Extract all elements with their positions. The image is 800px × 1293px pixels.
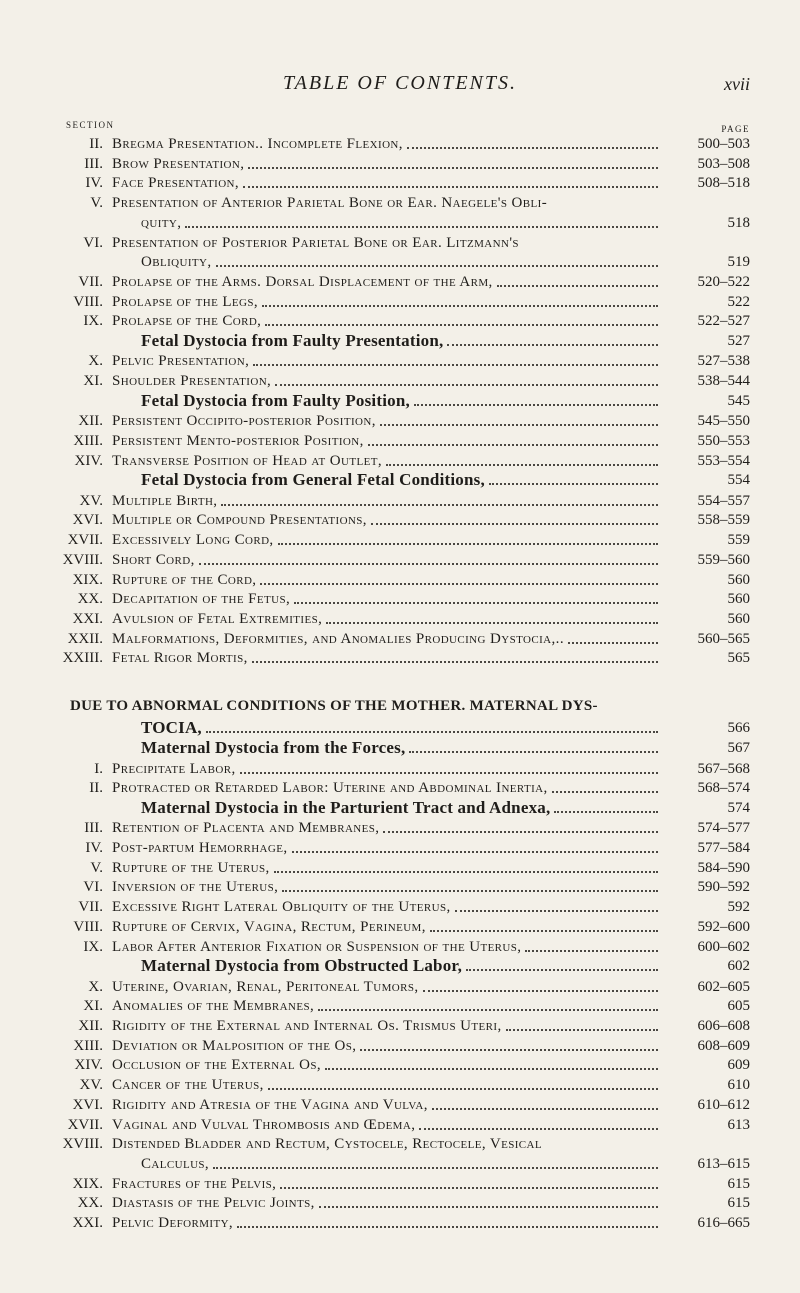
- page-range: 538–544: [697, 373, 750, 390]
- page-range: 554: [727, 472, 750, 489]
- page-range: 545: [727, 392, 750, 409]
- page-range: 592: [727, 899, 750, 916]
- page-range: 602: [727, 958, 750, 975]
- page-range: 560: [727, 591, 750, 608]
- entry-title: Labor After Anterior Fixation or Suspension of the Uterus,: [112, 938, 522, 955]
- toc-entry: [0, 1095, 800, 1115]
- section-number: IV.: [85, 175, 103, 192]
- toc-entry: [0, 411, 800, 431]
- dot-leader: [447, 344, 658, 346]
- section-number: XVII.: [67, 532, 103, 549]
- toc-entry: [0, 897, 800, 917]
- toc-entry: [0, 1213, 800, 1233]
- dot-leader: [409, 751, 658, 753]
- dot-leader: [253, 364, 658, 366]
- section-number: XXII.: [67, 630, 103, 647]
- toc-entry: [0, 589, 800, 609]
- section-number: VI.: [83, 234, 103, 251]
- page-range: 500–503: [697, 136, 750, 152]
- toc-entry: [0, 1016, 800, 1036]
- entry-title: Avulsion of Fetal Extremities,: [112, 610, 323, 627]
- toc-part-heading: [0, 696, 800, 716]
- entry-title: DUE TO ABNORMAL CONDITIONS OF THE MOTHER. MATERNAL DYS-: [70, 698, 598, 714]
- section-number: XVI.: [72, 1096, 103, 1113]
- entry-title: Maternal Dystocia from the Forces,: [141, 738, 406, 758]
- dot-leader: [268, 1088, 658, 1090]
- page-range: 559–560: [697, 551, 750, 568]
- running-head: TABLE OF CONTENTS.: [283, 72, 517, 94]
- entry-title: Presentation of Anterior Parietal Bone or Ear. Naegele's Obli-: [112, 195, 548, 212]
- dot-leader: [368, 444, 658, 446]
- section-number: XVI.: [72, 512, 103, 529]
- page-range: 567–568: [697, 760, 750, 777]
- page-range: 584–590: [697, 859, 750, 876]
- entry-title: Shoulder Presentation,: [112, 373, 272, 390]
- page-range: 608–609: [697, 1037, 750, 1054]
- toc-entry: [0, 1055, 800, 1075]
- toc-entry: [0, 648, 800, 668]
- dot-leader: [380, 424, 658, 426]
- toc-entry: [0, 272, 800, 292]
- dot-leader: [414, 404, 658, 406]
- page-range: 559: [727, 532, 750, 549]
- toc-entry: [0, 550, 800, 570]
- dot-leader: [568, 642, 658, 644]
- toc-entry: [0, 351, 800, 371]
- section-number: XIV.: [74, 1057, 103, 1074]
- toc-entry: [0, 233, 800, 253]
- section-number: VIII.: [73, 293, 103, 310]
- section-number: XXI.: [72, 610, 103, 627]
- page-range: 520–522: [697, 273, 750, 290]
- section-number: II.: [89, 136, 103, 152]
- page-range: 605: [727, 998, 750, 1015]
- page-range: 519: [727, 254, 750, 271]
- section-number: XIII.: [73, 1037, 103, 1054]
- dot-leader: [294, 602, 658, 604]
- page-range: 560: [727, 571, 750, 588]
- dot-leader: [252, 661, 658, 663]
- page-range: 565: [727, 650, 750, 667]
- dot-leader: [326, 622, 658, 624]
- toc-entry: [0, 858, 800, 878]
- toc-entry: [0, 570, 800, 590]
- toc-entry: [0, 134, 800, 154]
- page-range: 560: [727, 610, 750, 627]
- dot-leader: [240, 772, 658, 774]
- toc-entry: [0, 937, 800, 957]
- page-range: 508–518: [697, 175, 750, 192]
- section-number: III.: [84, 155, 103, 172]
- page-range: 615: [727, 1195, 750, 1212]
- toc-entry: [0, 1075, 800, 1095]
- page-range: 568–574: [697, 780, 750, 797]
- toc-subheading: [0, 718, 800, 738]
- section-number: V.: [90, 859, 103, 876]
- dot-leader: [419, 1128, 658, 1130]
- entry-title: Anomalies of the Membranes,: [112, 998, 315, 1015]
- entry-title: Fetal Rigor Mortis,: [112, 650, 248, 667]
- toc-entry: [0, 530, 800, 550]
- toc-entry: [0, 1036, 800, 1056]
- toc-entry: [0, 759, 800, 779]
- toc-entry: [0, 1115, 800, 1135]
- section-number: VII.: [78, 273, 103, 290]
- dot-leader: [280, 1187, 658, 1189]
- section-number: XII.: [78, 413, 103, 430]
- section-number: X.: [88, 353, 103, 370]
- entry-title: Prolapse of the Cord,: [112, 313, 262, 330]
- entry-title: Multiple Birth,: [112, 492, 218, 509]
- section-number: XIX.: [72, 571, 103, 588]
- page-range: 577–584: [697, 840, 750, 856]
- toc-subheading: [0, 470, 800, 490]
- entry-title: Persistent Occipito-posterior Position,: [112, 413, 376, 430]
- toc-entry: [0, 1134, 800, 1154]
- page-range: 550–553: [697, 432, 750, 449]
- entry-title: Deviation or Malposition of the Os,: [112, 1037, 357, 1054]
- page-range: 503–508: [697, 155, 750, 172]
- entry-title: Obliquity,: [141, 254, 212, 271]
- dot-leader: [262, 305, 658, 307]
- toc-entry: [0, 173, 800, 193]
- section-number: XXIII.: [62, 650, 103, 667]
- entry-title: quity,: [141, 214, 182, 231]
- toc-entry: [0, 977, 800, 997]
- dot-leader: [206, 731, 658, 733]
- entry-title: Cancer of the Uterus,: [112, 1077, 264, 1094]
- section-number: XIV.: [74, 452, 103, 469]
- dot-leader: [423, 990, 658, 992]
- entry-title: Rupture of the Uterus,: [112, 859, 270, 876]
- section-number: XVII.: [67, 1116, 103, 1133]
- section-number: VII.: [78, 899, 103, 916]
- entry-title: Excessive Right Lateral Obliquity of the Uterus,: [112, 899, 451, 916]
- entry-title: Pelvic Presentation,: [112, 353, 250, 370]
- toc-entry: [0, 213, 800, 233]
- section-column-label: SECTION: [66, 120, 115, 130]
- page-range: 553–554: [697, 452, 750, 469]
- dot-leader: [318, 1009, 658, 1011]
- entry-title: Face Presentation,: [112, 175, 240, 192]
- page-range: 527–538: [697, 353, 750, 370]
- section-number: IX.: [83, 938, 103, 955]
- entry-title: Fetal Dystocia from General Fetal Conditions,: [141, 470, 485, 490]
- dot-leader: [466, 969, 658, 971]
- dot-leader: [275, 384, 658, 386]
- page-range: 610: [727, 1077, 750, 1094]
- toc-subheading: [0, 738, 800, 758]
- page-range: 545–550: [697, 413, 750, 430]
- toc-subheading: [0, 798, 800, 818]
- toc-subheading: [0, 956, 800, 976]
- toc-entry: [0, 154, 800, 174]
- dot-leader: [489, 483, 658, 485]
- toc-entry: [0, 818, 800, 838]
- dot-leader: [185, 226, 658, 228]
- page-range: 615: [727, 1175, 750, 1192]
- entry-title: Short Cord,: [112, 551, 195, 568]
- section-number: XV.: [79, 492, 103, 509]
- section-number: I.: [94, 760, 103, 777]
- dot-leader: [199, 563, 658, 565]
- dot-leader: [455, 910, 658, 912]
- section-number: VI.: [83, 879, 103, 896]
- entry-title: Post-partum Hemorrhage,: [112, 840, 288, 856]
- entry-title: Prolapse of the Arms. Dorsal Displacement of the Arm,: [112, 273, 493, 290]
- entry-title: Diastasis of the Pelvic Joints,: [112, 1195, 315, 1212]
- page-range: 600–602: [697, 938, 750, 955]
- page-range: 609: [727, 1057, 750, 1074]
- dot-leader: [371, 523, 658, 525]
- dot-leader: [554, 811, 658, 813]
- toc-entry: [0, 1154, 800, 1174]
- page-range: 522: [727, 293, 750, 310]
- dot-leader: [432, 1108, 658, 1110]
- page-range: 527: [727, 333, 750, 349]
- dot-leader: [265, 324, 658, 326]
- dot-leader: [216, 265, 658, 267]
- toc-entry: [0, 193, 800, 213]
- section-number: XX.: [77, 1195, 103, 1212]
- toc-entry: [0, 1174, 800, 1194]
- page-range: 590–592: [697, 879, 750, 896]
- page-range: 566: [727, 719, 750, 736]
- toc-entry: [0, 491, 800, 511]
- dot-leader: [386, 464, 658, 466]
- dot-leader: [360, 1049, 658, 1051]
- toc-entry: [0, 451, 800, 471]
- toc-entry: [0, 609, 800, 629]
- page-range: 592–600: [697, 918, 750, 935]
- page-range: 554–557: [697, 492, 750, 509]
- toc-entry: [0, 311, 800, 331]
- page-range: 574–577: [697, 820, 750, 837]
- section-number: XXI.: [72, 1215, 103, 1231]
- page-range: 610–612: [697, 1096, 750, 1113]
- page-range: 558–559: [697, 512, 750, 529]
- entry-title: Uterine, Ovarian, Renal, Peritoneal Tumors,: [112, 978, 419, 995]
- entry-title: Persistent Mento-posterior Position,: [112, 432, 364, 449]
- toc-entry: [0, 877, 800, 897]
- entry-title: Rigidity and Atresia of the Vagina and Vulva,: [112, 1096, 428, 1113]
- section-number: VIII.: [73, 918, 103, 935]
- section-number: XI.: [83, 998, 103, 1015]
- page-range: 574: [727, 799, 750, 816]
- section-number: X.: [88, 978, 103, 995]
- section-number: XI.: [83, 373, 103, 390]
- dot-leader: [282, 890, 658, 892]
- entry-title: Protracted or Retarded Labor: Uterine and Abdominal Inertia,: [112, 780, 548, 797]
- toc-entry: [0, 252, 800, 272]
- toc-entry: [0, 778, 800, 798]
- entry-title: Fetal Dystocia from Faulty Position,: [141, 390, 410, 410]
- toc-entry: [0, 431, 800, 451]
- section-number: XVIII.: [62, 1136, 103, 1153]
- section-number: III.: [84, 820, 103, 837]
- section-number: XIII.: [73, 432, 103, 449]
- page-range: 616–665: [697, 1215, 750, 1231]
- dot-leader: [243, 186, 658, 188]
- entry-title: Malformations, Deformities, and Anomalies Producing Dystocia,..: [112, 630, 564, 647]
- entry-title: Fetal Dystocia from Faulty Presentation,: [141, 331, 444, 350]
- page-folio: xvii: [724, 74, 750, 94]
- entry-title: Prolapse of the Legs,: [112, 293, 259, 310]
- dot-leader: [407, 147, 658, 149]
- dot-leader: [383, 831, 658, 833]
- entry-title: Transverse Position of Head at Outlet,: [112, 452, 382, 469]
- dot-leader: [506, 1029, 658, 1031]
- entry-title: Distended Bladder and Rectum, Cystocele, Rectocele, Vesical: [112, 1136, 543, 1153]
- section-number: XX.: [77, 591, 103, 608]
- page-range: 567: [727, 740, 750, 757]
- dot-leader: [213, 1167, 658, 1169]
- section-number: II.: [89, 780, 103, 797]
- dot-leader: [430, 930, 658, 932]
- section-number: XVIII.: [62, 551, 103, 568]
- dot-leader: [292, 851, 659, 853]
- entry-title: Calculus,: [141, 1155, 210, 1172]
- entry-title: Excessively Long Cord,: [112, 532, 274, 549]
- toc-entry: [0, 629, 800, 649]
- entry-title: Decapitation of the Fetus,: [112, 591, 291, 608]
- page-range: 518: [727, 214, 750, 231]
- toc-entry: [0, 371, 800, 391]
- entry-title: Fractures of the Pelvis,: [112, 1175, 277, 1192]
- section-number: IX.: [83, 313, 103, 330]
- dot-leader: [497, 285, 658, 287]
- entry-title: Maternal Dystocia from Obstructed Labor,: [141, 956, 463, 976]
- entry-title: TOCIA,: [141, 717, 202, 737]
- entry-title: Occlusion of the External Os,: [112, 1057, 322, 1074]
- entry-title: Rupture of the Cord,: [112, 571, 257, 588]
- dot-leader: [552, 791, 658, 793]
- dot-leader: [260, 583, 658, 585]
- page-column-label: PAGE: [721, 124, 750, 134]
- entry-title: Bregma Presentation.. Incomplete Flexion,: [112, 136, 403, 152]
- section-number: XIX.: [72, 1175, 103, 1192]
- dot-leader: [274, 871, 658, 873]
- dot-leader: [237, 1226, 658, 1228]
- page-range: 613: [727, 1116, 750, 1133]
- page-range: 522–527: [697, 313, 750, 330]
- page-range: 606–608: [697, 1018, 750, 1034]
- page-range: 613–615: [697, 1155, 750, 1172]
- toc-subheading: [0, 391, 800, 411]
- dot-leader: [325, 1068, 658, 1070]
- section-number: XV.: [79, 1077, 103, 1094]
- toc-entry: [0, 1193, 800, 1213]
- entry-title: Rupture of Cervix, Vagina, Rectum, Perineum,: [112, 918, 426, 935]
- toc-entry: [0, 917, 800, 937]
- entry-title: Pelvic Deformity,: [112, 1215, 234, 1231]
- section-number: V.: [90, 195, 103, 212]
- page-range: 560–565: [697, 630, 750, 647]
- entry-title: Maternal Dystocia in the Parturient Tract and Adnexa,: [141, 797, 551, 817]
- dot-leader: [525, 950, 658, 952]
- entry-title: Inversion of the Uterus,: [112, 879, 279, 896]
- section-number: XII.: [78, 1018, 103, 1034]
- page-range: 602–605: [697, 978, 750, 995]
- toc-subheading: [0, 331, 800, 351]
- toc-entry: [0, 292, 800, 312]
- toc-entry: [0, 996, 800, 1016]
- dot-leader: [319, 1206, 658, 1208]
- dot-leader: [221, 504, 658, 506]
- entry-title: Rigidity of the External and Internal Os. Trismus Uteri,: [112, 1018, 502, 1034]
- entry-title: Vaginal and Vulval Thrombosis and Œdema,: [112, 1116, 416, 1133]
- dot-leader: [278, 543, 658, 545]
- entry-title: Brow Presentation,: [112, 155, 245, 172]
- dot-leader: [248, 167, 658, 169]
- entry-title: Precipitate Labor,: [112, 760, 236, 777]
- toc-entry: [0, 838, 800, 858]
- toc-entry: [0, 510, 800, 530]
- entry-title: Presentation of Posterior Parietal Bone or Ear. Litzmann's: [112, 234, 519, 251]
- entry-title: Retention of Placenta and Membranes,: [112, 820, 380, 837]
- entry-title: Multiple or Compound Presentations,: [112, 512, 367, 529]
- section-number: IV.: [85, 840, 103, 856]
